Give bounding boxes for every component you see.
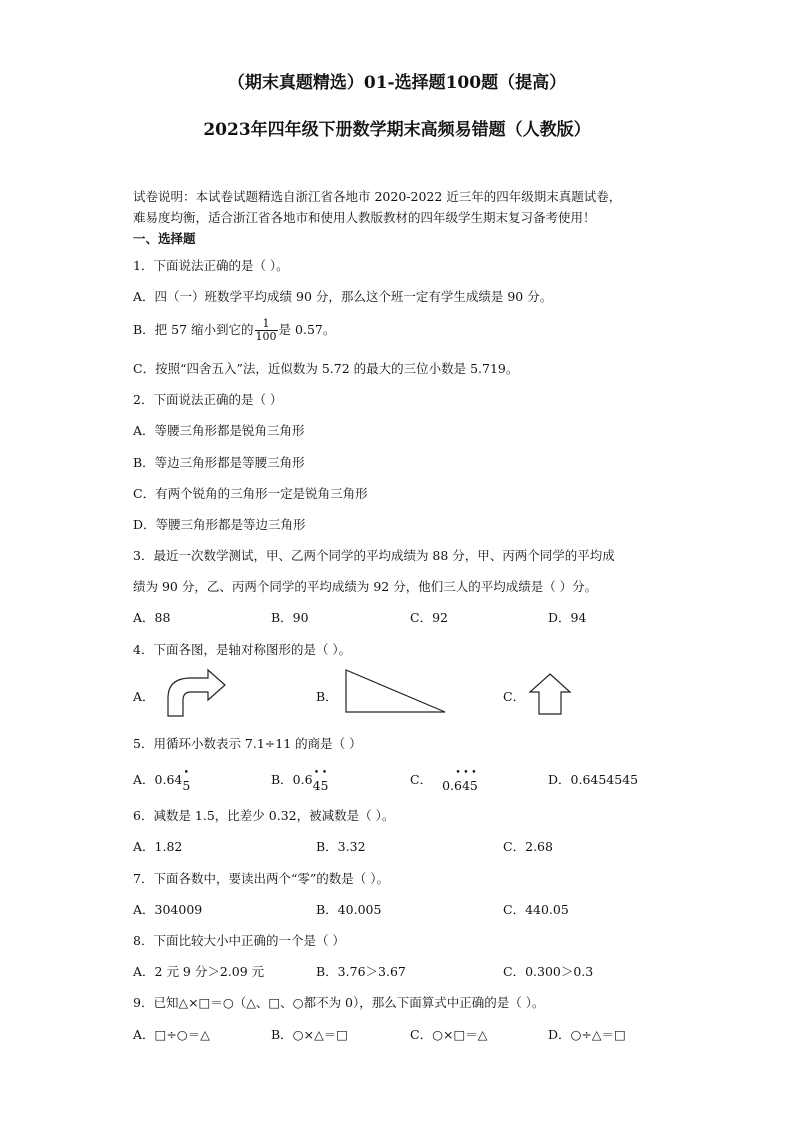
q8-option-b: B．3.76＞3.67 — [316, 964, 406, 979]
q5-option-d: D．0.6454545 — [548, 772, 639, 787]
q3-option-c: C．92 — [410, 610, 448, 625]
q8-option-c: C．0.300＞0.3 — [503, 964, 594, 979]
fraction — [255, 318, 278, 343]
q3-stem-line-1: 3．最近一次数学测试，甲、乙两个同学的平均成绩为 88 分，甲、丙两个同学的平均成 — [133, 548, 615, 563]
q7-stem: 7．下面各数中，要读出两个“零”的数是（ ）。 — [133, 871, 389, 886]
q1-option-c: C．按照“四舍五入”法，近似数为 5.72 的最大的三位小数是 5.719。 — [133, 361, 519, 376]
q5-stem: 5．用循环小数表示 7.1÷11 的商是（ ） — [133, 736, 362, 751]
repeating-digit: • 6 — [454, 778, 462, 793]
q2-stem: 2．下面说法正确的是（ ） — [133, 392, 283, 407]
q6-stem: 6．减数是 1.5，比差少 0.32，被减数是（ ）。 — [133, 808, 395, 823]
q9-stem: 9．已知△×□＝○（△、□、○都不为 0），那么下面算式中正确的是（ ）。 — [133, 995, 545, 1010]
q4-option-b: B． — [316, 689, 338, 704]
repeating-digit: • 5 — [182, 778, 190, 793]
q5-c-prefix: 0. — [442, 778, 455, 793]
curved-arrow-shape — [168, 670, 225, 716]
repeating-digit: • 4 — [313, 778, 321, 793]
right-triangle-figure — [343, 668, 449, 716]
q2-option-b: B．等边三角形都是等腰三角形 — [133, 455, 305, 470]
repeating-digit: • 5 — [321, 778, 329, 793]
q7-option-c: C．440.05 — [503, 902, 569, 917]
q9-option-d: D．○÷△＝□ — [548, 1027, 626, 1042]
q9-option-c: C．○×□＝△ — [410, 1027, 488, 1042]
q1-option-b — [133, 315, 335, 345]
q6-option-b: B．3.32 — [316, 839, 366, 854]
repeating-digit: • 5 — [470, 778, 478, 793]
q2-option-c: C．有两个锐角的三角形一定是锐角三角形 — [133, 486, 368, 501]
intro-line-2: 难易度均衡，适合浙江省各地市和使用人教版教材的四年级学生期末复习备考使用！ — [133, 210, 596, 225]
q3-option-b: B．90 — [271, 610, 309, 625]
q6-option-a: A．1.82 — [133, 839, 183, 854]
q6-option-c: C．2.68 — [503, 839, 553, 854]
page-title: （期末真题精选）01-选择题100题（提高） — [227, 73, 567, 93]
q3-stem-line-2: 绩为 90 分，乙、丙两个同学的平均成绩为 92 分，他们三人的平均成绩是（ ）分。 — [133, 579, 598, 594]
section-title: 一、选择题 — [133, 231, 196, 246]
q5-c-label: C． — [410, 772, 433, 787]
q8-option-a: A．2 元 9 分＞2.09 元 — [133, 964, 265, 979]
curved-arrow-figure — [163, 668, 229, 718]
q7-option-a: A．304009 — [133, 902, 203, 917]
q3-option-d: D．94 — [548, 610, 587, 625]
page-subtitle: 2023年四年级下册数学期末高频易错题（人教版） — [203, 120, 591, 140]
q4-option-c: C． — [503, 689, 526, 704]
q5-option-b — [271, 770, 329, 793]
intro-line-1: 试卷说明：本试卷试题精选自浙江省各地市 2020-2022 近三年的四年级期末真题试卷， — [133, 189, 622, 204]
q1-stem: 1．下面说法正确的是（ ）。 — [133, 258, 289, 273]
q1-option-b-suffix: 是 0.57。 — [278, 322, 336, 337]
q5-b-prefix: B．0.6 — [271, 772, 313, 787]
q4-stem: 4．下面各图，是轴对称图形的是（ ）。 — [133, 642, 352, 657]
fraction-numerator: 1 — [255, 318, 278, 331]
q2-option-a: A．等腰三角形都是锐角三角形 — [133, 423, 305, 438]
q7-option-b: B．40.005 — [316, 902, 382, 917]
q8-stem: 8．下面比较大小中正确的一个是（ ） — [133, 933, 345, 948]
up-arrow-shape — [530, 674, 570, 714]
right-triangle-shape — [346, 670, 445, 712]
q9-option-b: B．○×△＝□ — [271, 1027, 348, 1042]
up-arrow-figure — [526, 672, 574, 716]
q5-a-prefix: A．0.64 — [133, 772, 183, 787]
fraction-denominator: 100 — [255, 330, 277, 343]
q5-option-a — [133, 770, 191, 793]
q9-option-a: A．□÷○＝△ — [133, 1027, 210, 1042]
q2-option-d: D．等腰三角形都是等边三角形 — [133, 517, 306, 532]
q5-option-c — [410, 770, 478, 793]
q1-option-a: A．四（一）班数学平均成绩 90 分，那么这个班一定有学生成绩是 90 分。 — [133, 289, 553, 304]
q4-option-a: A． — [133, 689, 155, 704]
q1-option-b-prefix: B．把 57 缩小到它的 — [133, 322, 254, 337]
q3-option-a: A．88 — [133, 610, 171, 625]
repeating-digit: • 4 — [462, 778, 470, 793]
